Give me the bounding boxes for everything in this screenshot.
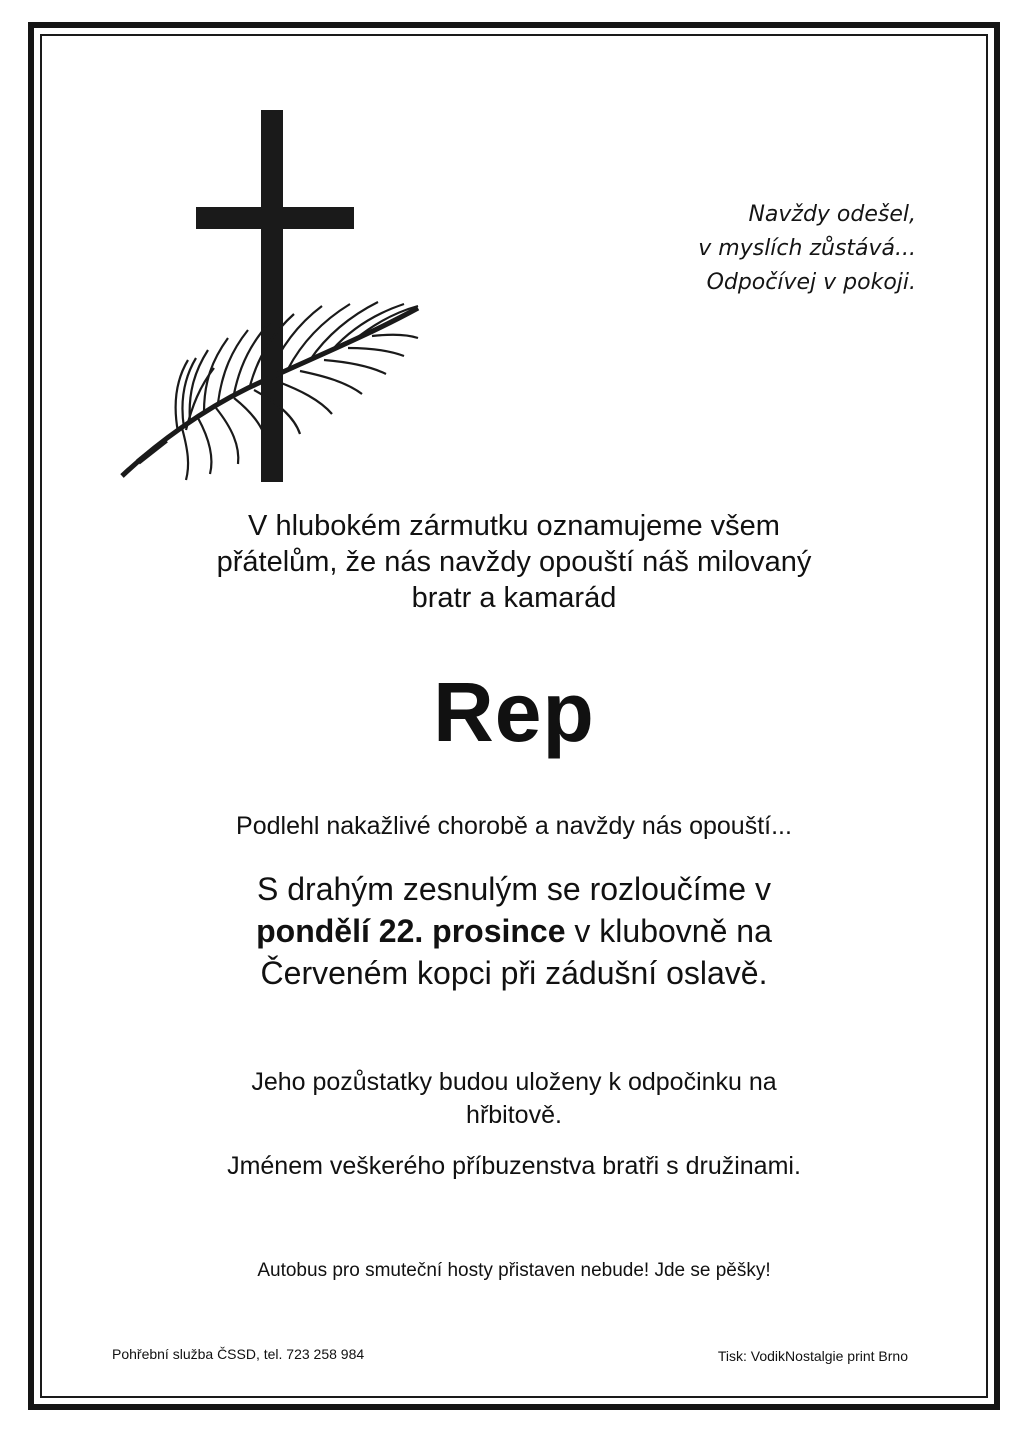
verse-line-3: Odpočívej v pokoji.: [706, 270, 916, 295]
cause-of-death: Podlehl nakažlivé chorobě a navždy nás opouští...: [236, 812, 792, 840]
bus-notice: Autobus pro smuteční hosty přistaven nebude! Jde se pěšky!: [257, 1260, 771, 1281]
announcement-line-1: V hlubokém zármutku oznamujeme všem: [248, 510, 780, 542]
farewell-line-3: Červeném kopci při zádušní oslavě.: [260, 955, 768, 991]
farewell-line-2: [40, 910, 988, 952]
farewell-details: [40, 868, 988, 994]
farewell-place: v klubovně na: [565, 913, 772, 949]
print-credit: Tisk: VodikNostalgie print Brno: [717, 1348, 908, 1364]
memorial-verse: [556, 198, 916, 300]
deceased-name: Rep: [433, 665, 595, 759]
verse-line-2: v myslích zůstává...: [698, 236, 916, 261]
family-signature: Jménem veškerého příbuzenstva bratři s družinami.: [227, 1152, 801, 1180]
remains-line-2: hřbitově.: [466, 1101, 562, 1129]
announcement: [40, 508, 988, 616]
farewell-line-1: S drahým zesnulým se rozloučíme v: [257, 871, 771, 907]
announcement-line-3: bratr a kamarád: [411, 582, 617, 614]
cross-with-palm-branch-icon: [118, 110, 428, 490]
verse-line-1: Navždy odešel,: [748, 202, 916, 227]
announcement-line-2: přátelům, že nás navždy opouští náš milovaný: [216, 546, 812, 578]
funeral-service-contact: Pohřební služba ČSSD, tel. 723 258 984: [112, 1346, 365, 1362]
farewell-date: pondělí 22. prosince: [256, 913, 566, 949]
remains-notice: [40, 1066, 988, 1132]
remains-line-1: Jeho pozůstatky budou uloženy k odpočinku na: [251, 1068, 777, 1096]
